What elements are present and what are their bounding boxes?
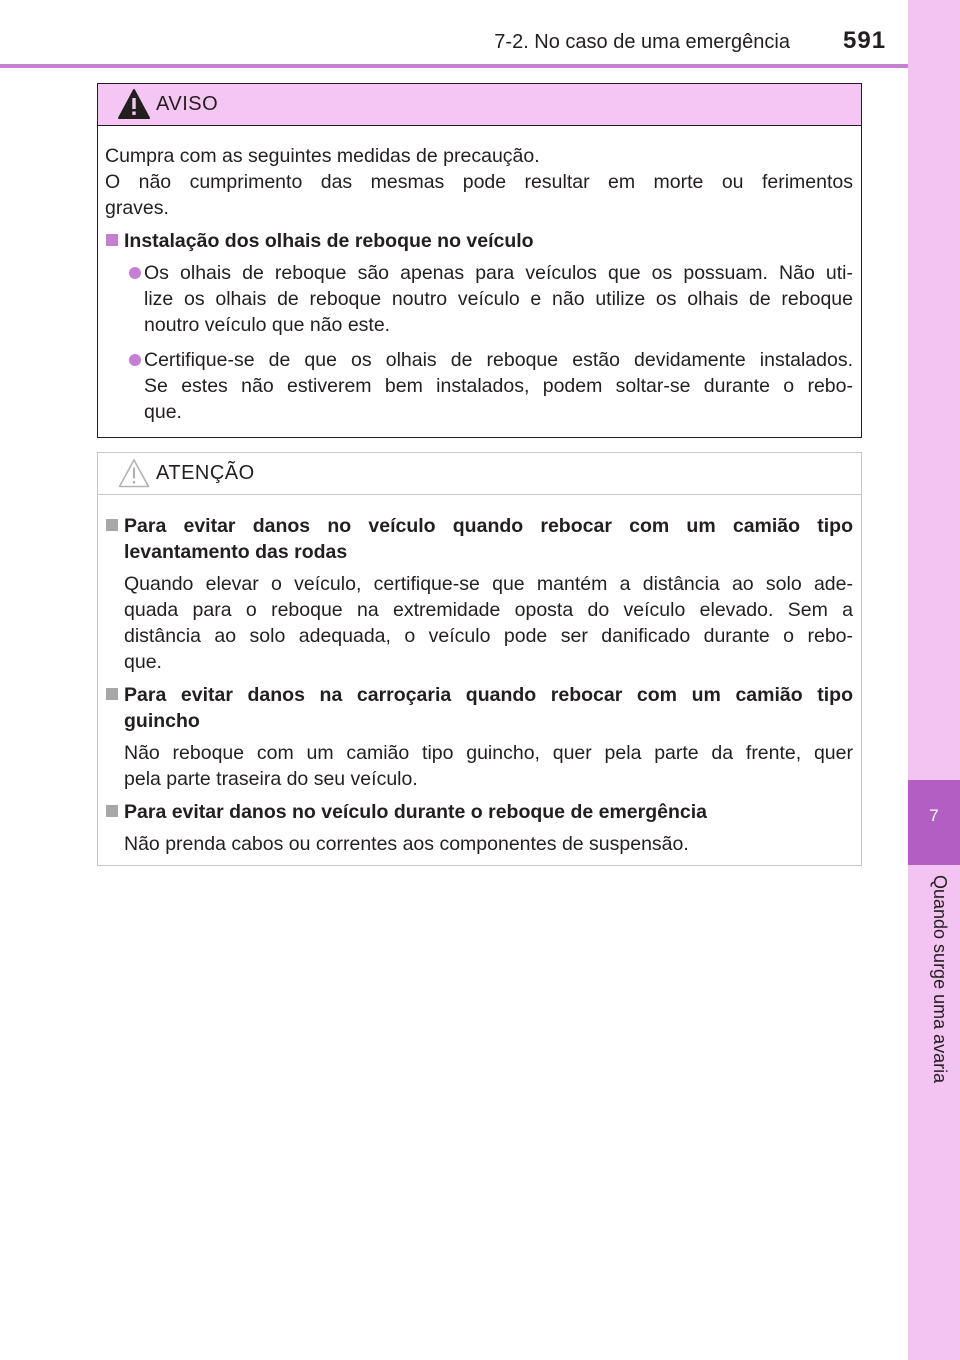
paragraph-line: Não prenda cabos ou correntes aos componentes de suspensão. bbox=[124, 833, 689, 855]
page-number: 591 bbox=[843, 27, 887, 54]
atencao-subheading bbox=[105, 799, 853, 825]
bullet-line: lize os olhais de reboque noutro veículo e não utilize os olhais de reboque bbox=[144, 288, 853, 310]
aviso-intro bbox=[105, 143, 853, 221]
subheading-line: Para evitar danos no veículo quando rebocar com um camião tipo bbox=[124, 515, 853, 537]
bullet-line: que. bbox=[144, 401, 182, 423]
paragraph-line: Quando elevar o veículo, certifique-se que mantém a distância ao solo ade- bbox=[124, 573, 853, 595]
paragraph-line: Não reboque com um camião tipo guincho, quer pela parte da frente, quer bbox=[124, 742, 853, 764]
atencao-subheading bbox=[105, 513, 853, 565]
subheading-line: levantamento das rodas bbox=[124, 541, 348, 563]
bullet-line: Certifique-se de que os olhais de reboque estão devidamente instalados. bbox=[144, 349, 853, 371]
aviso-intro-line: graves. bbox=[105, 197, 169, 219]
paragraph-line: que. bbox=[124, 651, 162, 673]
subheading-line: Para evitar danos no veículo durante o reboque de emergência bbox=[124, 801, 708, 823]
aviso-intro-line: O não cumprimento das mesmas pode resultar em morte ou ferimentos bbox=[105, 171, 853, 193]
square-bullet-icon bbox=[106, 519, 118, 531]
bullet-line: noutro veículo que não este. bbox=[144, 314, 391, 336]
aviso-header bbox=[98, 84, 861, 126]
round-bullet-icon bbox=[129, 267, 141, 279]
aviso-subheading-text: Instalação dos olhais de reboque no veículo bbox=[124, 230, 534, 252]
warning-filled-triangle-icon bbox=[117, 88, 151, 120]
subheading-line: Para evitar danos na carroçaria quando rebocar com um camião tipo bbox=[124, 684, 853, 706]
atencao-header bbox=[98, 453, 861, 495]
subheading-line: guincho bbox=[124, 710, 200, 732]
paragraph-line: pela parte traseira do seu veículo. bbox=[124, 768, 418, 790]
warning-outline-triangle-icon bbox=[117, 457, 151, 489]
atencao-subheading bbox=[105, 682, 853, 734]
square-bullet-icon bbox=[106, 234, 118, 246]
aviso-box bbox=[97, 83, 862, 438]
aviso-bullet bbox=[105, 347, 853, 425]
chapter-title: Quando surge uma avaria bbox=[930, 875, 950, 1084]
header-rule bbox=[0, 64, 908, 68]
round-bullet-icon bbox=[129, 354, 141, 366]
aviso-label: AVISO bbox=[156, 93, 219, 115]
atencao-box bbox=[97, 452, 862, 866]
bullet-line: Se estes não estiverem bem instalados, podem soltar-se durante o rebo- bbox=[144, 375, 853, 397]
bullet-line: Os olhais de reboque são apenas para veículos que os possuam. Não uti- bbox=[144, 262, 853, 284]
section-title: 7-2. No caso de uma emergência bbox=[494, 31, 790, 53]
atencao-label: ATENÇÃO bbox=[156, 462, 255, 484]
aviso-intro-line: Cumpra com as seguintes medidas de precaução. bbox=[105, 145, 540, 167]
aviso-bullet bbox=[105, 260, 853, 338]
square-bullet-icon bbox=[106, 805, 118, 817]
atencao-body bbox=[98, 495, 861, 857]
paragraph-line: distância ao solo adequada, o veículo pode ser danificado durante o rebo- bbox=[124, 625, 853, 647]
atencao-paragraph bbox=[105, 740, 853, 792]
aviso-subheading bbox=[105, 228, 853, 254]
atencao-paragraph bbox=[105, 831, 853, 857]
chapter-side-tab bbox=[908, 0, 960, 1360]
chapter-number: 7 bbox=[929, 806, 939, 825]
atencao-paragraph bbox=[105, 571, 853, 675]
aviso-body bbox=[98, 126, 861, 425]
square-bullet-icon bbox=[106, 688, 118, 700]
paragraph-line: quada para o reboque na extremidade oposta do veículo elevado. Sem a bbox=[124, 599, 853, 621]
